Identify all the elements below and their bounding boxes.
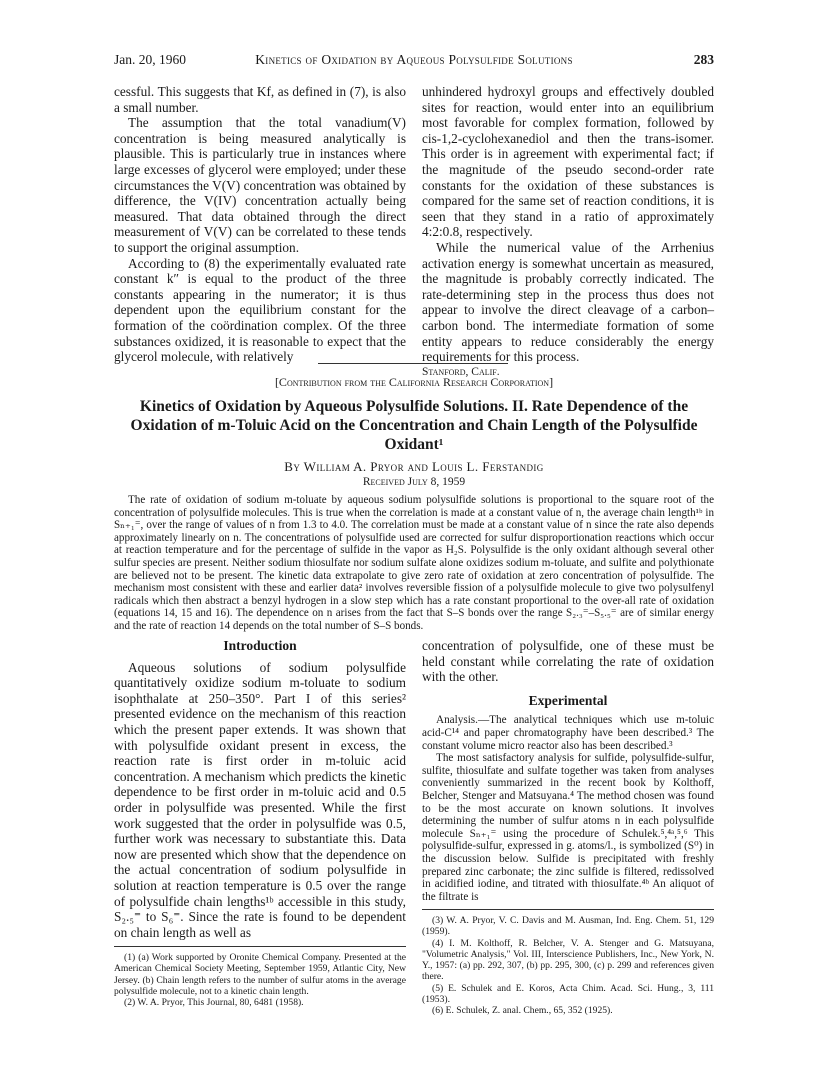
footnotes-left xyxy=(114,952,406,1008)
paragraph: While the numerical value of the Arrhenius activation energy is somewhat uncertain as measured, the magnitude is probably correctly indicated. The rate-determining step in the process thus does not appear to involve the direct cleavage of a carbon–carbon bond. The intermediate formation of some entity appears to reduce considerably the energy requirements for this process. xyxy=(422,239,714,365)
paragraph: According to (8) the experimentally evaluated rate constant k″ is equal to the product of the three constants appearing in the numerator; it is thus dependent upon the equilibrium constant for the formation of the coördination complex. Of the three substances oxidized, it is reasonable to expect that the glycerol molecule, with relatively xyxy=(114,255,406,365)
header-page-number: 283 xyxy=(693,52,714,67)
paragraph: unhindered hydroxyl groups and effectively doubled sites for reaction, would enter into an equilibrium most favorable for complex formation, followed by cis-1,2-cyclohexanediol and then the trans-isomer. This order is in agreement with experimental fact; if the magnitude of the pseudo second-order rate constants for the oxidation of these substances is compared for the same set of reaction conditions, it is seen that they stand in a ratio of approximately 4:2:0.8, respectively. xyxy=(422,84,714,240)
paragraph: The assumption that the total vanadium(V) concentration is being measured analytically is plausible. This is particularly true in instances where large excesses of glycerol were employed; under these circumstances the V(V) concentration was obtained by difference, the V(IV) concentration actually being measured. That data obtained through the direct measurement of V(V) can be correlated to these tends to support the original assumption. xyxy=(114,115,406,255)
paragraph: Aqueous solutions of sodium polysulfide quantitatively oxidize sodium m-toluate to sodium isophthalate at 250–350°. Part I of this series² presented evidence on the mechanism of this reaction which the present paper extends. It was shown that with polysulfide oxidant present in excess, the reaction rate is first order in m-toluic acid concentration. A mechanism which predicts the kinetic dependence to be first order in m-toluic acid and 0.5 order in polysulfide was presented. While the first work suggested that the order in polysulfide was 0.5, further work was necessary to substantiate this. Data now are presented which show that the dependence on the actual concentration of sodium polysulfide in solution at reaction temperature is 0.5 over the range of polysulfide chain lengths¹ᵇ accessible in this study, S₂.₅⁼ to S₆⁼. Since the rate is found to be dependent on chain length as well as xyxy=(114,659,406,940)
paragraph: concentration of polysulfide, one of these must be held constant while correlating the rate of oxidation with the other. xyxy=(422,638,714,685)
section-heading-introduction: Introduction xyxy=(223,638,297,653)
footnote-divider xyxy=(422,909,714,910)
footnote: (5) E. Schulek and E. Koros, Acta Chim. Acad. Sci. Hung., 3, 111 (1953). xyxy=(422,982,714,1005)
footnote: (1) (a) Work supported by Oronite Chemical Company. Presented at the American Chemical Society Meeting, September 1959, Atlantic City, New Jersey. (b) Chain length refers to the number of sulfur atoms in the average polysulfide molecule, not to a kinetic chain length. xyxy=(114,952,406,997)
footnote: (2) W. A. Pryor, This Journal, 80, 6481 (1958). xyxy=(124,997,304,1009)
contribution-line: [Contribution from the California Research Corporation] xyxy=(274,375,554,389)
top-right-column xyxy=(422,84,714,380)
footnotes-right xyxy=(422,915,714,1016)
footnote-divider xyxy=(114,946,406,947)
section-divider xyxy=(318,363,508,364)
abstract xyxy=(114,494,714,633)
experimental-text xyxy=(422,714,714,903)
footnote: (3) W. A. Pryor, V. C. Davis and M. Ausman, Ind. Eng. Chem. 51, 129 (1959). xyxy=(422,915,714,938)
bottom-right-column xyxy=(422,638,714,1016)
signature-location: Stanford, Calif. xyxy=(422,365,500,378)
footnote: (6) E. Schulek, Z. anal. Chem., 65, 352 (1925). xyxy=(432,1004,613,1016)
paragraph: cessful. This suggests that Kf, as defined in (7), is also a small number. xyxy=(114,84,406,115)
header-date: Jan. 20, 1960 xyxy=(114,52,186,67)
footnote: (4) I. M. Kolthoff, R. Belcher, V. A. Stenger and G. Matsuyana, "Volumetric Analysis," Vol. III, Interscience Publishers, Inc., New York, N. Y., 1957: (a) pp. 292, 307, (b) pp. 295, 300, (c) p. 299 and references given there. xyxy=(422,937,714,983)
paragraph: Analysis.—The analytical techniques which use m-toluic acid-C¹⁴ and paper chromatography have been described.³ The constant volume micro reactor also has been described.³ xyxy=(422,714,714,752)
received-date: Received July 8, 1959 xyxy=(362,476,466,488)
header-running-title: Kinetics of Oxidation by Aqueous Polysulfide Solutions xyxy=(255,52,573,67)
abstract-text: The rate of oxidation of sodium m-toluate by aqueous sodium polysulfide solutions is proportional to the square root of the concentration of polysulfide molecules. This is true when the correlation is made at a constant value of n, the average chain length¹ᵇ in Sₙ₊₁⁼, over the range of values of n from 1.3 to 4.0. The correlation must be made at a constant value of n since the rate also depends approximately linearly on n. The concentrations of polysulfide used are corrected for sulfur disproportionation reactions which occur at reaction temperature and for the percentage of sulfide in the vapor as H₂S. Polysulfide is the only oxidant although several other sulfur species are present. Neither sodium thiosulfate nor sodium sulfate alone oxidizes sodium m-toluate, and sulfite and polythionate are believed not to be present. The kinetic data extrapolate to give zero rate of oxidation at zero concentration of polysulfide. The mechanism most consistent with these and earlier data² involves reversible fission of a polysulfide molecule to give two polysulfenyl radicals which then abstract a benzyl hydrogen in a slow step which has a rate constant proportional to the over-all rate of oxidation (equations 14, 15 and 16). The dependence on n arises from the fact that S–S bonds over the range S₂.₃⁼–S₅.₅⁼ are of similar energy and the rate of reaction 14 depends on the total number of S–S bonds. xyxy=(114,494,714,632)
bottom-left-column xyxy=(114,638,406,1008)
article-authors: By William A. Pryor and Louis L. Ferstandig xyxy=(284,459,544,474)
running-header xyxy=(114,52,714,70)
paragraph: The most satisfactory analysis for sulfide, polysulfide-sulfur, sulfite, thiosulfate and sulfate together was taken from analyses conveniently summarized in the recent book by Kolthoff, Belcher, Stenger and Matsuyana.⁴ The method chosen was found to be the most accurate on known solutions. It involves determining the number of sulfur atoms n in each polysulfide molecule Sₙ₊₁⁼ using the procedure of Schulek.⁵,⁴ᵃ,⁵,⁶ This polysulfide-sulfur, expressed in g. atoms/l., is symbolized (S⁰) in the discussion below. Sulfide is precipitated with freshly prepared zinc carbonate; the zinc sulfide is filtered, redissolved in acidified iodine, and titrated with thiosulfate.⁴ᵇ An aliquot of the filtrate is xyxy=(422,752,714,903)
section-heading-experimental: Experimental xyxy=(528,692,608,708)
top-left-column xyxy=(114,84,406,365)
article-title: Kinetics of Oxidation by Aqueous Polysulfide Solutions. II. Rate Dependence of the Oxidation of m-Toluic Acid on the Concentration and Chain Length of the Polysulfide Oxidant¹ xyxy=(130,398,698,453)
